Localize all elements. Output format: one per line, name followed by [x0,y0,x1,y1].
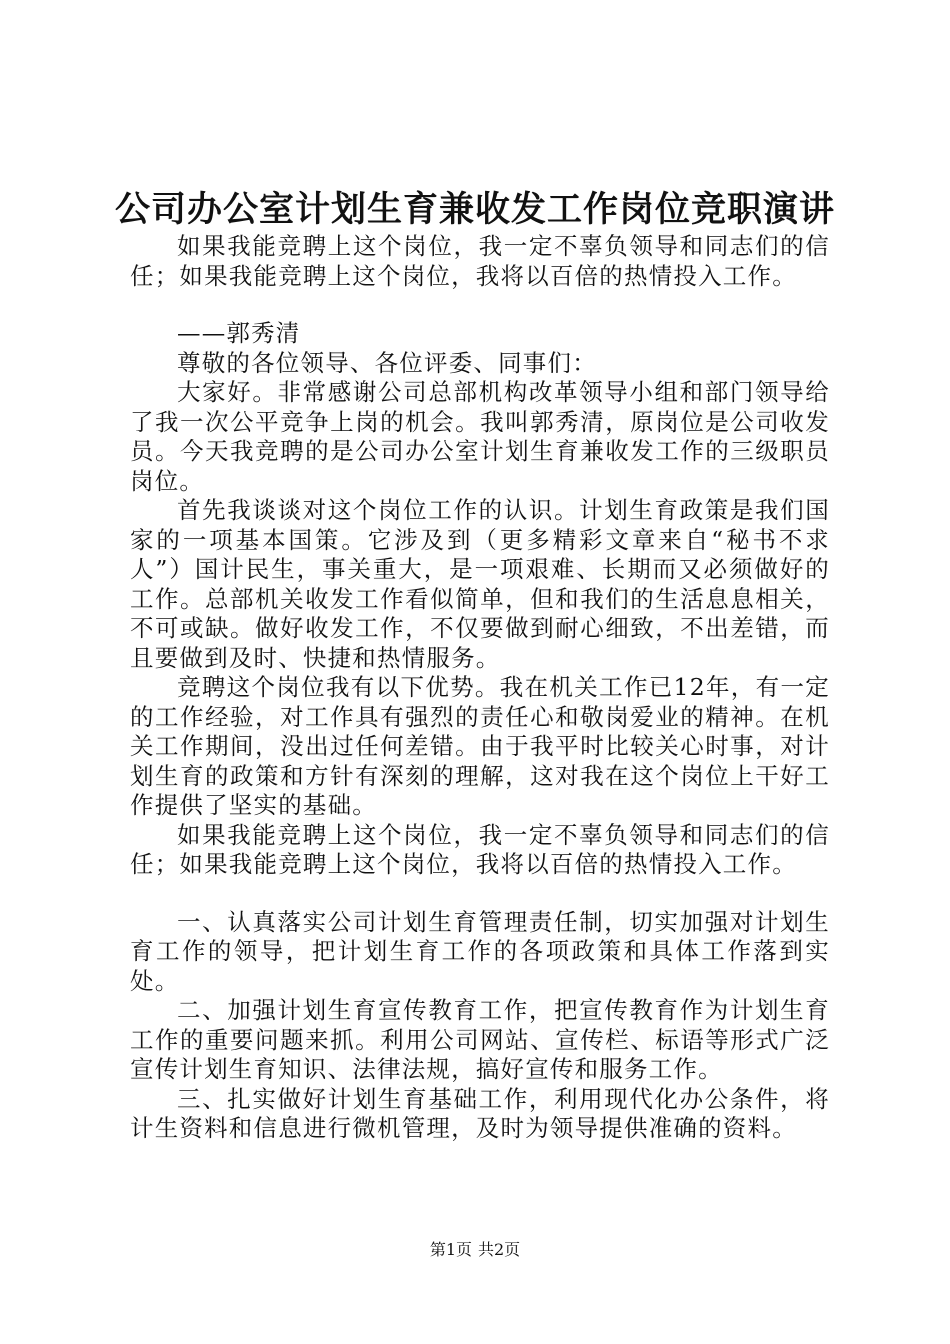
document-title: 公司办公室计划生育兼收发工作岗位竞职演讲 [114,189,835,230]
author-line: ——郭秀清 [177,319,301,347]
body-paragraph: 首先我谈谈对这个岗位工作的认识。计划生育政策是我们国家的一项基本国策。它涉及到（更多精彩文章来自“秘书不求人”）国计民生，事关重大，是一项艰难、长期而又必须做好的工作。总部机关收发工作看似简单，但和我们的生活息息相关，不可或缺。做好收发工作，不仅要做到耐心细致，不出差错，而且要做到及时、快捷和热情服务。 [130,496,830,672]
list-item-1: 一、认真落实公司计划生育管理责任制，切实加强对计划生育工作的领导，把计划生育工作的各项政策和具体工作落到实处。 [130,907,830,995]
page-total: 共2页 [478,1240,521,1259]
page-number: 第1页 [429,1240,472,1259]
page-footer [0,1238,950,1262]
intro-paragraph: 如果我能竞聘上这个岗位，我一定不辜负领导和同志们的信任；如果我能竞聘上这个岗位，我将以百倍的热情投入工作。 [130,232,830,290]
salutation: 尊敬的各位领导、各位评委、同事们： [177,348,597,377]
body-paragraph: 如果我能竞聘上这个岗位，我一定不辜负领导和同志们的信任；如果我能竞聘上这个岗位，我将以百倍的热情投入工作。 [130,820,830,878]
body-paragraph: 竞聘这个岗位我有以下优势。我在机关工作已12年，有一定的工作经验，对工作具有强烈的责任心和敬岗爱业的精神。在机关工作期间，没出过任何差错。由于我平时比较关心时事，对计划生育的政策和方针有深刻的理解，这对我在这个岗位上干好工作提供了坚实的基础。 [130,673,830,819]
list-item-2: 二、加强计划生育宣传教育工作，把宣传教育作为计划生育工作的重要问题来抓。利用公司网站、宣传栏、标语等形式广泛宣传计划生育知识、法律法规，搞好宣传和服务工作。 [130,996,830,1083]
list-item-3: 三、扎实做好计划生育基础工作，利用现代化办公条件，将计生资料和信息进行微机管理，及时为领导提供准确的资料。 [130,1084,830,1142]
document-body [130,232,830,1144]
body-paragraph: 大家好。非常感谢公司总部机构改革领导小组和部门领导给了我一次公平竞争上岗的机会。我叫郭秀清，原岗位是公司收发员。今天我竞聘的是公司办公室计划生育兼收发工作的三级职员岗位。 [130,378,830,495]
